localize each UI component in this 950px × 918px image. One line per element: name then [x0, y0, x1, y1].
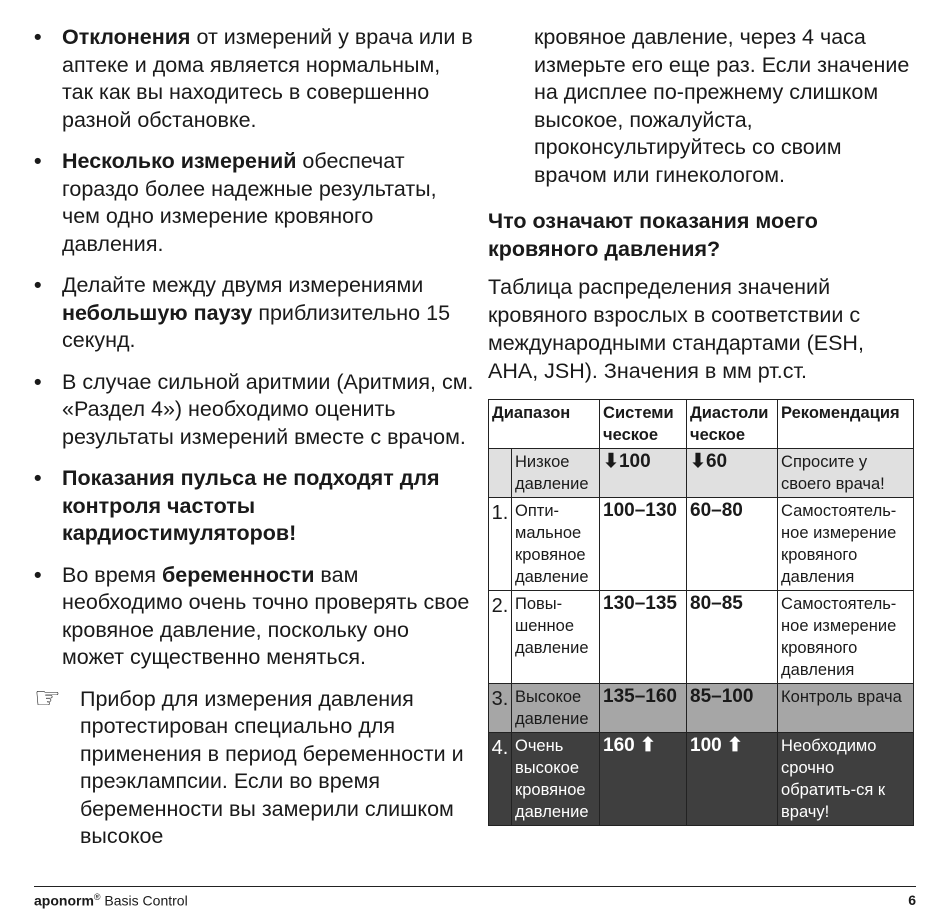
row-number: 4. — [489, 733, 512, 826]
bullet-text: обеспечат гораздо более надежные результаты, чем одно измерение кровяного давления. — [62, 149, 437, 256]
brand-name: aponorm — [34, 892, 94, 909]
left-column — [34, 24, 474, 851]
row-systolic: 135–160 — [600, 684, 687, 733]
page-number: 6 — [908, 892, 916, 908]
row-number: 1. — [489, 498, 512, 591]
table-intro-text: Таблица распределения значений кровяного взрослых в соответствии с международными стандартами (ESH, AHA, JSH). Значения в мм рт.ст. — [488, 275, 864, 383]
row-systolic: 130–135 — [600, 591, 687, 684]
row-diastolic: 60–80 — [687, 498, 778, 591]
row-number: 2. — [489, 591, 512, 684]
row-range: Повы-шенное давление — [512, 591, 600, 684]
bullet-pause — [34, 272, 474, 355]
table-row — [489, 733, 914, 826]
row-diastolic: ⬇60 — [687, 449, 778, 498]
bullet-icon: • — [34, 149, 42, 173]
bullet-icon: • — [34, 466, 42, 490]
row-recommendation: Спросите у своего врача! — [778, 449, 914, 498]
table-row — [489, 498, 914, 591]
bullet-icon: • — [34, 369, 42, 394]
row-recommendation: Самостоятель-ное измерение кровяного давления — [778, 591, 914, 684]
row-range: Высокое давление — [512, 684, 600, 733]
pointing-hand-icon: ☞ — [34, 681, 61, 715]
bullet-deviations — [34, 24, 474, 134]
row-number: 3. — [489, 684, 512, 733]
row-systolic: ⬇100 — [600, 449, 687, 498]
row-range: Низкое давление — [512, 449, 600, 498]
bullet-icon: • — [34, 25, 42, 49]
right-column — [488, 24, 918, 826]
table-row — [489, 684, 914, 733]
bullet-bold: Отклонения — [62, 25, 191, 49]
bullet-text: от измерений у врача или в аптеке и дома является нормальным, так как вы находитесь в совершенно разной обстановке. — [62, 25, 473, 132]
footer-product — [34, 892, 188, 909]
header-systolic: Системи ческое — [600, 400, 687, 449]
bullet-arrhythmia — [34, 369, 474, 452]
row-range: Очень высокое кровяное давление — [512, 733, 600, 826]
row-diastolic: 100 ⬆ — [687, 733, 778, 826]
row-systolic: 160 ⬆ — [600, 733, 687, 826]
bullet-text: Показания пульса не подходят для контроля частоты кардиостимуляторов! — [62, 466, 440, 545]
bullet-pregnancy — [34, 562, 474, 672]
row-systolic: 100–130 — [600, 498, 687, 591]
pregnancy-note — [34, 681, 474, 851]
footer-divider — [34, 886, 916, 887]
header-range: Диапазон — [489, 400, 600, 449]
registered-mark: ® — [93, 892, 101, 902]
bullet-text: В случае сильной аритмии (Аритмия, см. «Раздел 4») необходимо оценить результаты измерений вместе с врачом. — [62, 369, 474, 449]
row-range: Опти-мальное кровяное давление — [512, 498, 600, 591]
row-recommendation: Самостоятель-ное измерение кровяного давления — [778, 498, 914, 591]
bullet-text: вам необходимо очень точно проверять свое кровяное давление, поскольку оно может существенно меняться. — [62, 562, 470, 669]
bullet-bold: беременности — [162, 562, 315, 587]
bullet-bold: Несколько измерений — [62, 149, 297, 173]
row-recommendation: Контроль врача — [778, 684, 914, 733]
row-diastolic: 85–100 — [687, 684, 778, 733]
bullet-icon: • — [34, 273, 42, 297]
header-recommendation: Рекомендация — [778, 400, 914, 449]
table-row — [489, 449, 914, 498]
table-row — [489, 591, 914, 684]
bullet-bold: небольшую паузу — [62, 300, 253, 325]
section-heading: Что означают показания моего кровяного давления? — [488, 209, 818, 261]
note-continued-text: кровяное давление, через 4 часа измерьте его еще раз. Если значение на дисплее по-прежнему слишком высокое, пожалуйста, проконсультируйтесь со своим врачом или гинекологом. — [534, 25, 910, 187]
table-header-row — [489, 400, 914, 449]
header-diastolic: Диастоли ческое — [687, 400, 778, 449]
row-diastolic: 80–85 — [687, 591, 778, 684]
row-number — [489, 449, 512, 498]
bullet-text: приблизительно 15 секунд. — [62, 300, 451, 352]
bullet-text: Во время — [62, 562, 163, 587]
row-recommendation: Необходимо срочно обратить-ся к врачу! — [778, 733, 914, 826]
note-text: Прибор для измерения давления протестирован специально для применения в период беременности и преэклампсии. Если во время беременности вы замерили слишком высокое — [80, 686, 464, 848]
bullet-multiple-measurements — [34, 148, 474, 258]
blood-pressure-table — [488, 399, 914, 826]
bullet-pacemaker-warning — [34, 465, 474, 548]
product-name: Basis Control — [100, 892, 188, 909]
bullet-text: Делайте между двумя измерениями — [62, 273, 424, 297]
bullet-icon: • — [34, 562, 42, 587]
